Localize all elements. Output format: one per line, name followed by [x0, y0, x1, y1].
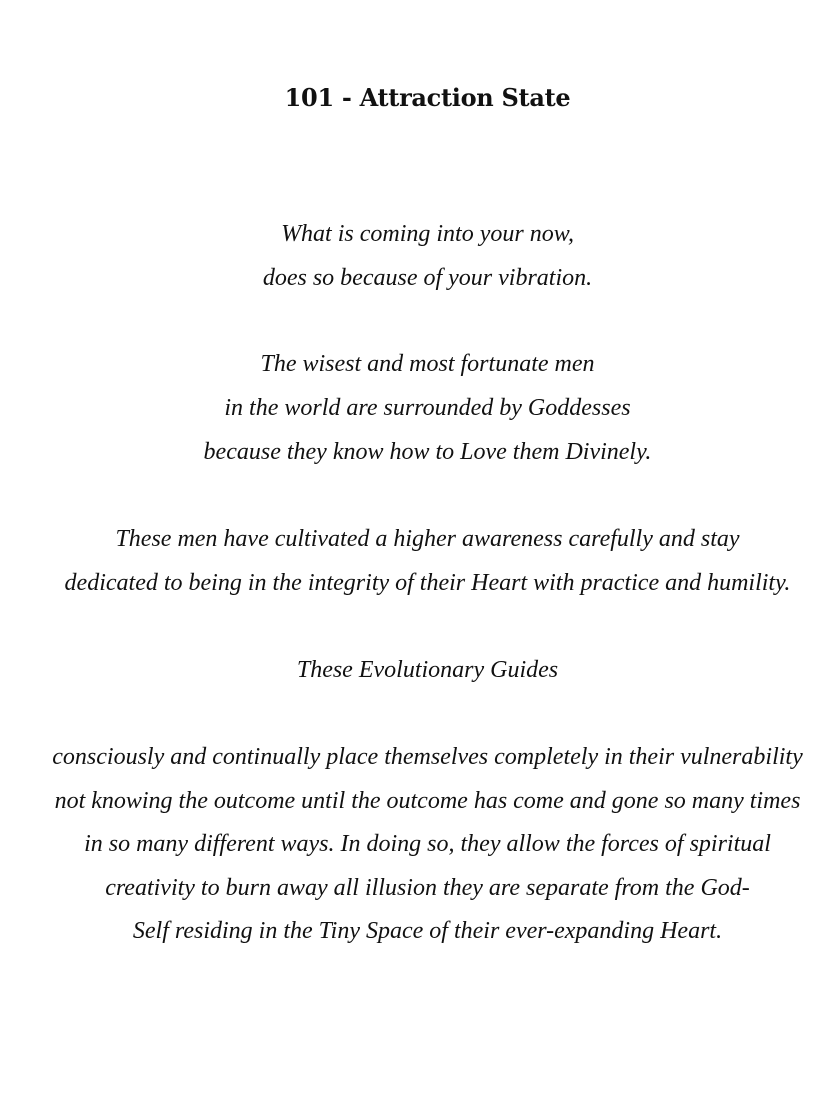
stanza-3-line-2: dedicated to being in the integrity of their Heart with practice and humility.: [64, 570, 791, 596]
stanza-1-line-1: What is coming into your now,: [281, 221, 574, 247]
stanza-5-line-2: not knowing the outcome until the outcome has come and gone so many times: [54, 788, 801, 814]
stanza-4-line-1: These Evolutionary Guides: [296, 657, 559, 683]
stanza-2-line-3: because they know how to Love them Divinely.: [203, 439, 652, 465]
page-title: 101 - Attraction State: [284, 83, 571, 112]
stanza-3-line-1: These men have cultivated a higher awareness carefully and stay: [115, 526, 740, 552]
stanza-5-line-1: consciously and continually place themselves completely in their vulnerability: [52, 744, 803, 770]
stanza-5-line-3: in so many different ways. In doing so, they allow the forces of spiritual: [84, 831, 771, 857]
stanza-1-line-2: does so because of your vibration.: [262, 265, 593, 291]
stanza-5-line-4: creativity to burn away all illusion they are separate from the God-: [105, 875, 750, 901]
stanza-2-line-2: in the world are surrounded by Goddesses: [224, 395, 631, 421]
stanza-5-line-5: Self residing in the Tiny Space of their ever-expanding Heart.: [132, 918, 723, 944]
stanza-2-line-1: The wisest and most fortunate men: [260, 351, 595, 377]
